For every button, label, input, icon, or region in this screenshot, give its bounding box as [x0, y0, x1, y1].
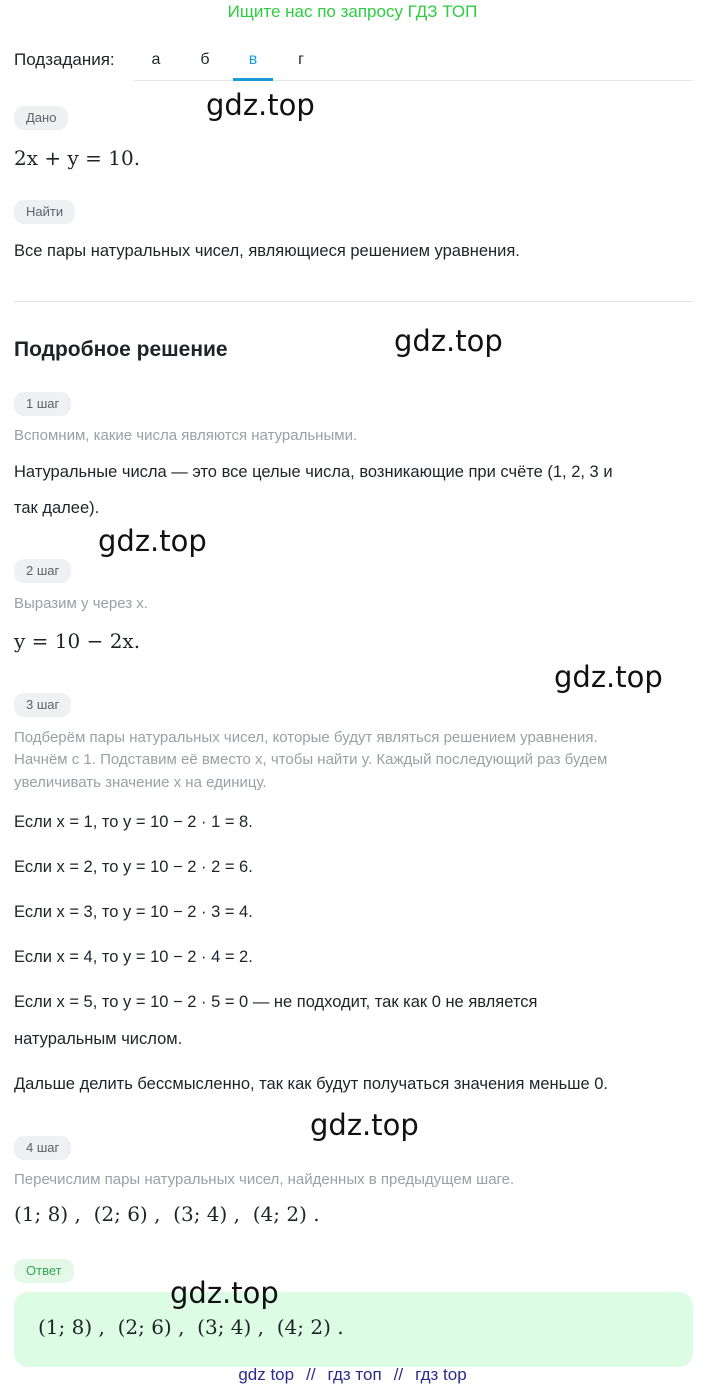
case-x5-cont: натуральным числом.	[14, 1030, 183, 1048]
solution-title: Подробное решение	[14, 338, 228, 361]
step2-hint: Выразим y через x.	[14, 595, 148, 612]
watermark: gdz.top	[554, 660, 663, 694]
answer-box	[14, 1292, 693, 1367]
step2-equation: y = 10 − 2x.	[14, 629, 141, 653]
step3-pill: 3 шаг	[14, 693, 71, 717]
subtasks-label: Подзадания:	[14, 50, 115, 69]
step3-hint-line2: Начнём с 1. Подставим её вместо x, чтобы найти y. Каждый последующий раз будем	[14, 751, 608, 768]
watermark: gdz.top	[394, 324, 503, 358]
watermark: gdz.top	[170, 1276, 279, 1310]
footer-separator: //	[306, 1365, 316, 1384]
step3-hint-line3: увеличивать значение x на единицу.	[14, 774, 267, 791]
case-x2: Если x = 2, то y = 10 − 2 · 2 = 6.	[14, 858, 253, 876]
footer-link-1[interactable]: gdz top	[238, 1365, 295, 1384]
tab-a[interactable]: а	[151, 51, 161, 68]
step2-pill: 2 шаг	[14, 559, 71, 583]
case-x4: Если x = 4, то y = 10 − 2 · 4 = 2.	[14, 948, 253, 966]
footer-link-2[interactable]: гдз топ	[327, 1365, 382, 1384]
footer-links	[0, 1365, 705, 1385]
step1-line2: так далее).	[14, 499, 100, 517]
answer-pairs: (1; 8) , (2; 6) , (3; 4) , (4; 2) .	[38, 1315, 344, 1339]
step4-pairs: (1; 8) , (2; 6) , (3; 4) , (4; 2) .	[14, 1202, 320, 1226]
tab-v[interactable]: в	[233, 40, 273, 81]
answer-pill: Ответ	[14, 1259, 74, 1283]
step4-hint: Перечислим пары натуральных чисел, найденных в предыдущем шаге.	[14, 1171, 515, 1188]
case-x1: Если x = 1, то y = 10 − 2 · 1 = 8.	[14, 813, 253, 831]
tab-g[interactable]: г	[298, 51, 304, 68]
step3-conclusion: Дальше делить бессмысленно, так как будут получаться значения меньше 0.	[14, 1075, 608, 1093]
find-pill: Найти	[14, 200, 75, 224]
subtask-tabs	[134, 40, 693, 81]
step1-pill: 1 шаг	[14, 392, 71, 416]
case-x5: Если x = 5, то y = 10 − 2 · 5 = 0 — не подходит, так как 0 не является	[14, 993, 538, 1011]
tab-b[interactable]: б	[200, 51, 210, 68]
step3-hint-line1: Подберём пары натуральных чисел, которые будут являться решением уравнения.	[14, 729, 598, 746]
divider	[14, 301, 693, 302]
find-text: Все пары натуральных чисел, являющиеся решением уравнения.	[14, 242, 520, 260]
footer-link-3[interactable]: гдз top	[415, 1365, 467, 1384]
search-banner: Ищите нас по запросу ГДЗ ТОП	[227, 2, 478, 21]
case-x3: Если x = 3, то y = 10 − 2 · 3 = 4.	[14, 903, 253, 921]
watermark: gdz.top	[98, 524, 207, 558]
given-pill: Дано	[14, 106, 68, 130]
step4-pill: 4 шаг	[14, 1136, 71, 1160]
footer-separator: //	[393, 1365, 404, 1384]
watermark: gdz.top	[206, 88, 315, 122]
step1-hint: Вспомним, какие числа являются натуральными.	[14, 427, 358, 444]
watermark: gdz.top	[310, 1108, 419, 1142]
step1-line1: Натуральные числа — это все целые числа, возникающие при счёте (1, 2, 3 и	[14, 463, 613, 481]
given-equation: 2x + y = 10.	[14, 146, 141, 170]
